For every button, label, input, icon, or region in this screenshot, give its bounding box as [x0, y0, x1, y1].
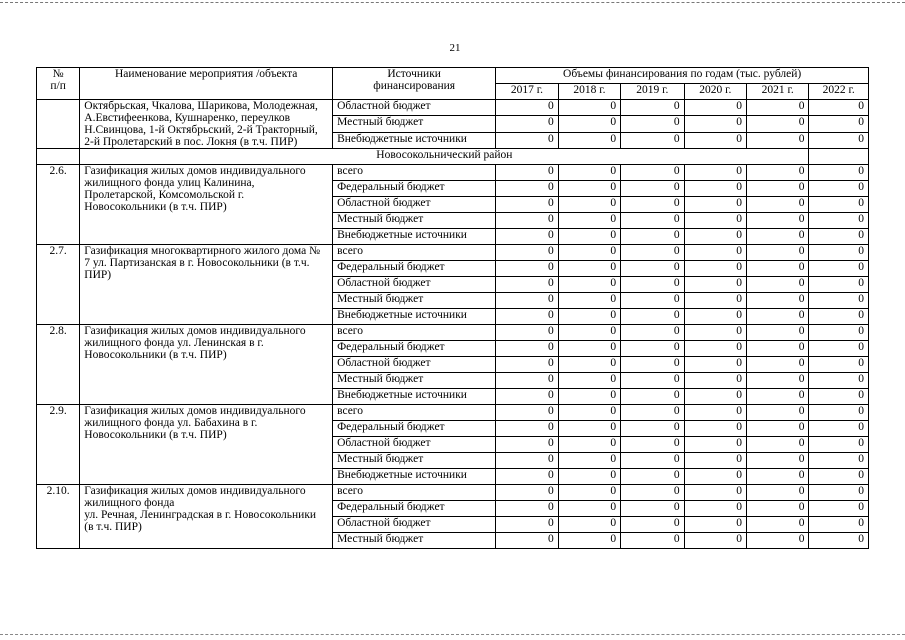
- funding-source: Местный бюджет: [333, 533, 496, 549]
- value-cell: 0: [747, 181, 809, 197]
- value-cell: 0: [809, 501, 869, 517]
- value-cell: 0: [558, 116, 620, 132]
- value-cell: 0: [747, 389, 809, 405]
- funding-source: Федеральный бюджет: [333, 421, 496, 437]
- funding-source: Федеральный бюджет: [333, 341, 496, 357]
- value-cell: 0: [809, 309, 869, 325]
- value-cell: 0: [621, 325, 684, 341]
- table-row: [37, 245, 869, 261]
- value-cell: 0: [809, 341, 869, 357]
- value-cell: 0: [496, 293, 558, 309]
- table-body: [37, 68, 869, 549]
- value-cell: 0: [621, 100, 684, 116]
- table-row: [37, 100, 869, 116]
- value-cell: 0: [558, 389, 620, 405]
- value-cell: 0: [621, 533, 684, 549]
- value-cell: 0: [621, 181, 684, 197]
- item-name: Газификация жилых домов индивидуального жилищного фонда ул. Речная, Ленинградская в г. Новосокольники (в т.ч. ПИР): [80, 485, 333, 549]
- value-cell: 0: [621, 373, 684, 389]
- value-cell: 0: [747, 116, 809, 132]
- value-cell: 0: [621, 485, 684, 501]
- value-cell: 0: [684, 373, 746, 389]
- value-cell: 0: [558, 421, 620, 437]
- value-cell: 0: [684, 245, 746, 261]
- value-cell: 0: [558, 197, 620, 213]
- value-cell: 0: [809, 132, 869, 148]
- value-cell: 0: [684, 389, 746, 405]
- value-cell: 0: [496, 277, 558, 293]
- value-cell: 0: [496, 165, 558, 181]
- value-cell: 0: [496, 197, 558, 213]
- value-cell: 0: [809, 405, 869, 421]
- value-cell: 0: [684, 229, 746, 245]
- value-cell: 0: [558, 309, 620, 325]
- value-cell: 0: [496, 181, 558, 197]
- value-cell: 0: [558, 165, 620, 181]
- item-number: 2.9.: [37, 405, 80, 485]
- value-cell: 0: [684, 309, 746, 325]
- value-cell: 0: [747, 341, 809, 357]
- value-cell: 0: [809, 485, 869, 501]
- value-cell: 0: [558, 261, 620, 277]
- value-cell: 0: [684, 533, 746, 549]
- value-cell: 0: [747, 213, 809, 229]
- value-cell: 0: [809, 533, 869, 549]
- value-cell: 0: [684, 100, 746, 116]
- value-cell: 0: [558, 325, 620, 341]
- value-cell: 0: [809, 517, 869, 533]
- funding-source: всего: [333, 165, 496, 181]
- funding-source: Областной бюджет: [333, 437, 496, 453]
- value-cell: 0: [747, 357, 809, 373]
- value-cell: 0: [684, 277, 746, 293]
- value-cell: 0: [747, 421, 809, 437]
- value-cell: 0: [747, 100, 809, 116]
- value-cell: 0: [684, 213, 746, 229]
- funding-source: Областной бюджет: [333, 197, 496, 213]
- value-cell: 0: [747, 293, 809, 309]
- value-cell: 0: [621, 116, 684, 132]
- funding-source: Внебюджетные источники: [333, 132, 496, 148]
- value-cell: 0: [496, 373, 558, 389]
- value-cell: 0: [809, 213, 869, 229]
- value-cell: 0: [496, 485, 558, 501]
- value-cell: 0: [496, 357, 558, 373]
- page-number: 21: [449, 42, 461, 54]
- value-cell: 0: [621, 245, 684, 261]
- funding-source: Внебюджетные источники: [333, 469, 496, 485]
- value-cell: 0: [558, 357, 620, 373]
- value-cell: 0: [621, 501, 684, 517]
- header-year: 2019 г.: [621, 84, 684, 100]
- funding-source: Федеральный бюджет: [333, 261, 496, 277]
- page-top-edge: [0, 2, 905, 3]
- value-cell: 0: [809, 100, 869, 116]
- value-cell: 0: [558, 373, 620, 389]
- value-cell: 0: [684, 261, 746, 277]
- header-source: Источники финансирования: [333, 68, 496, 100]
- funding-source: Областной бюджет: [333, 357, 496, 373]
- value-cell: 0: [747, 469, 809, 485]
- value-cell: 0: [684, 197, 746, 213]
- value-cell: 0: [684, 501, 746, 517]
- value-cell: 0: [496, 533, 558, 549]
- value-cell: 0: [621, 261, 684, 277]
- region-spacer: [37, 149, 80, 165]
- region-title: Новосокольнический район: [80, 149, 809, 165]
- value-cell: 0: [558, 229, 620, 245]
- value-cell: 0: [558, 405, 620, 421]
- value-cell: 0: [747, 309, 809, 325]
- item-name: Газификация многоквартирного жилого дома № 7 ул. Партизанская в г. Новосокольники (в т.ч. ПИР): [80, 245, 333, 325]
- value-cell: 0: [621, 405, 684, 421]
- item-name: Газификация жилых домов индивидуального жилищного фонда ул. Ленинская в г. Новосокольники (в т.ч. ПИР): [80, 325, 333, 405]
- value-cell: 0: [747, 485, 809, 501]
- value-cell: 0: [496, 437, 558, 453]
- funding-source: Местный бюджет: [333, 453, 496, 469]
- region-spacer: [809, 149, 869, 165]
- value-cell: 0: [621, 293, 684, 309]
- value-cell: 0: [747, 325, 809, 341]
- value-cell: 0: [621, 309, 684, 325]
- value-cell: 0: [684, 453, 746, 469]
- value-cell: 0: [558, 453, 620, 469]
- value-cell: 0: [558, 181, 620, 197]
- funding-source: Внебюджетные источники: [333, 389, 496, 405]
- value-cell: 0: [558, 469, 620, 485]
- value-cell: 0: [496, 100, 558, 116]
- item-number: 2.10.: [37, 485, 80, 549]
- value-cell: 0: [684, 116, 746, 132]
- value-cell: 0: [621, 437, 684, 453]
- value-cell: 0: [496, 229, 558, 245]
- funding-source: Местный бюджет: [333, 213, 496, 229]
- value-cell: 0: [809, 453, 869, 469]
- value-cell: 0: [809, 421, 869, 437]
- value-cell: 0: [684, 405, 746, 421]
- value-cell: 0: [684, 437, 746, 453]
- table-row: [37, 165, 869, 181]
- value-cell: 0: [809, 389, 869, 405]
- header-year: 2020 г.: [684, 84, 746, 100]
- value-cell: 0: [558, 341, 620, 357]
- item-name: Газификация жилых домов индивидуального жилищного фонда ул. Бабахина в г. Новосокольники (в т.ч. ПИР): [80, 405, 333, 485]
- funding-source: Областной бюджет: [333, 517, 496, 533]
- item-number: 2.8.: [37, 325, 80, 405]
- value-cell: 0: [558, 213, 620, 229]
- value-cell: 0: [809, 373, 869, 389]
- value-cell: 0: [684, 485, 746, 501]
- table-row: [37, 325, 869, 341]
- header-year: 2021 г.: [747, 84, 809, 100]
- region-row: [37, 149, 869, 165]
- value-cell: 0: [621, 517, 684, 533]
- value-cell: 0: [496, 132, 558, 148]
- value-cell: 0: [809, 165, 869, 181]
- value-cell: 0: [684, 517, 746, 533]
- value-cell: 0: [496, 389, 558, 405]
- value-cell: 0: [621, 341, 684, 357]
- header-year: 2022 г.: [809, 84, 869, 100]
- value-cell: 0: [747, 533, 809, 549]
- value-cell: 0: [496, 309, 558, 325]
- value-cell: 0: [621, 389, 684, 405]
- value-cell: 0: [558, 277, 620, 293]
- value-cell: 0: [496, 116, 558, 132]
- value-cell: 0: [809, 469, 869, 485]
- funding-source: всего: [333, 325, 496, 341]
- header-volumes: Объемы финансирования по годам (тыс. рублей): [496, 68, 869, 84]
- value-cell: 0: [558, 517, 620, 533]
- value-cell: 0: [809, 325, 869, 341]
- value-cell: 0: [496, 325, 558, 341]
- value-cell: 0: [684, 469, 746, 485]
- funding-source: Федеральный бюджет: [333, 181, 496, 197]
- value-cell: 0: [747, 197, 809, 213]
- value-cell: 0: [809, 277, 869, 293]
- page-bottom-edge: [0, 634, 905, 635]
- financing-table: [36, 67, 869, 549]
- funding-source: всего: [333, 405, 496, 421]
- item-number: 2.7.: [37, 245, 80, 325]
- funding-source: Местный бюджет: [333, 293, 496, 309]
- header-name: Наименование мероприятия /объекта: [80, 68, 333, 100]
- value-cell: 0: [496, 261, 558, 277]
- value-cell: 0: [809, 197, 869, 213]
- value-cell: 0: [747, 501, 809, 517]
- value-cell: 0: [558, 437, 620, 453]
- item-name: Октябрьская, Чкалова, Шарикова, Молодежная, А.Евстифеенкова, Кушнаренко, переулков Н.Свинцова, 1-й Октябрьский, 2-й Тракторный, 2-й Пролетарский в пос. Локня (в т.ч. ПИР): [80, 100, 333, 149]
- value-cell: 0: [809, 357, 869, 373]
- value-cell: 0: [747, 373, 809, 389]
- value-cell: 0: [496, 469, 558, 485]
- value-cell: 0: [684, 293, 746, 309]
- header-year: 2018 г.: [558, 84, 620, 100]
- value-cell: 0: [621, 277, 684, 293]
- value-cell: 0: [684, 181, 746, 197]
- funding-source: Внебюджетные источники: [333, 229, 496, 245]
- item-name: Газификация жилых домов индивидуального жилищного фонда улиц Калинина, Пролетарской, Комсомольской г. Новосокольники (в т.ч. ПИР): [80, 165, 333, 245]
- value-cell: 0: [496, 421, 558, 437]
- table-row: [37, 485, 869, 501]
- item-number: [37, 100, 80, 149]
- value-cell: 0: [558, 245, 620, 261]
- funding-source: Областной бюджет: [333, 277, 496, 293]
- value-cell: 0: [621, 229, 684, 245]
- header-num: № п/п: [37, 68, 80, 100]
- value-cell: 0: [621, 453, 684, 469]
- value-cell: 0: [621, 197, 684, 213]
- value-cell: 0: [496, 517, 558, 533]
- value-cell: 0: [809, 245, 869, 261]
- value-cell: 0: [747, 229, 809, 245]
- value-cell: 0: [809, 437, 869, 453]
- value-cell: 0: [558, 293, 620, 309]
- value-cell: 0: [684, 341, 746, 357]
- value-cell: 0: [496, 245, 558, 261]
- funding-source: Областной бюджет: [333, 100, 496, 116]
- value-cell: 0: [747, 132, 809, 148]
- funding-source: Местный бюджет: [333, 116, 496, 132]
- value-cell: 0: [747, 437, 809, 453]
- value-cell: 0: [809, 181, 869, 197]
- funding-source: Внебюджетные источники: [333, 309, 496, 325]
- value-cell: 0: [684, 421, 746, 437]
- funding-source: Федеральный бюджет: [333, 501, 496, 517]
- value-cell: 0: [684, 165, 746, 181]
- value-cell: 0: [496, 453, 558, 469]
- value-cell: 0: [684, 132, 746, 148]
- value-cell: 0: [747, 405, 809, 421]
- value-cell: 0: [621, 357, 684, 373]
- value-cell: 0: [809, 261, 869, 277]
- value-cell: 0: [621, 213, 684, 229]
- funding-source: всего: [333, 245, 496, 261]
- value-cell: 0: [621, 165, 684, 181]
- value-cell: 0: [747, 261, 809, 277]
- value-cell: 0: [621, 421, 684, 437]
- value-cell: 0: [747, 517, 809, 533]
- funding-source: всего: [333, 485, 496, 501]
- funding-source: Местный бюджет: [333, 373, 496, 389]
- table-row: [37, 405, 869, 421]
- value-cell: 0: [558, 485, 620, 501]
- value-cell: 0: [684, 325, 746, 341]
- value-cell: 0: [496, 405, 558, 421]
- value-cell: 0: [747, 245, 809, 261]
- value-cell: 0: [558, 100, 620, 116]
- value-cell: 0: [558, 132, 620, 148]
- value-cell: 0: [558, 501, 620, 517]
- value-cell: 0: [809, 293, 869, 309]
- value-cell: 0: [809, 116, 869, 132]
- header-year: 2017 г.: [496, 84, 558, 100]
- value-cell: 0: [621, 132, 684, 148]
- value-cell: 0: [496, 341, 558, 357]
- header-row: [37, 68, 869, 84]
- value-cell: 0: [621, 469, 684, 485]
- value-cell: 0: [496, 501, 558, 517]
- value-cell: 0: [747, 165, 809, 181]
- value-cell: 0: [558, 533, 620, 549]
- value-cell: 0: [684, 357, 746, 373]
- value-cell: 0: [809, 229, 869, 245]
- value-cell: 0: [496, 213, 558, 229]
- item-number: 2.6.: [37, 165, 80, 245]
- value-cell: 0: [747, 277, 809, 293]
- value-cell: 0: [747, 453, 809, 469]
